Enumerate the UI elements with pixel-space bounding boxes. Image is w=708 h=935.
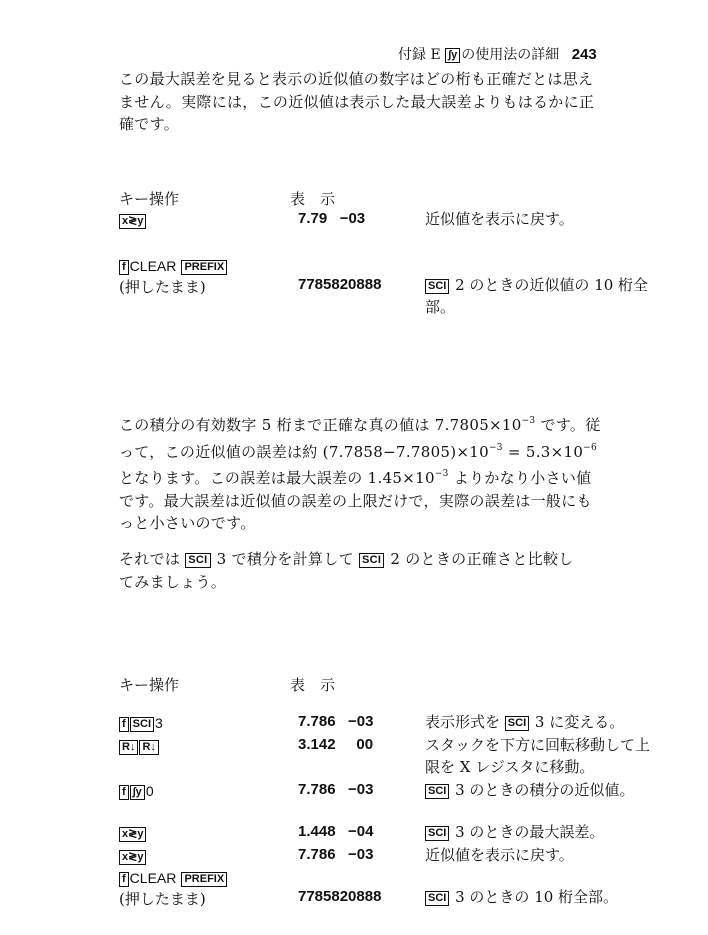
table2-row-keys: [119, 736, 160, 755]
sci-key-icon: SCI: [505, 716, 529, 731]
para-line: です。最大誤差は近似値の誤差の上限だけで，実際の誤差は一般にも: [119, 491, 592, 510]
table2-row-keys: [119, 823, 147, 842]
table1-row-display: 7785820888: [298, 276, 382, 293]
table1-row-desc: 近似値を表示に戻す。: [425, 210, 574, 228]
hold-note: (押したまま): [119, 278, 206, 296]
text: 3 で積分を計算して: [216, 550, 354, 568]
text: です。従: [535, 416, 601, 434]
compare-paragraph: [119, 548, 649, 593]
table1-row-display: 7.79 −03: [298, 210, 366, 227]
sci-key-icon: SCI: [425, 784, 449, 799]
roll-down-key-icon: R↓: [139, 740, 158, 755]
f-key-icon: f: [119, 785, 129, 800]
sci-key-icon: SCI: [359, 553, 384, 568]
x-swap-y-key-icon: x≷y: [119, 827, 146, 842]
intro-line: 確です。: [119, 115, 180, 133]
table2-row-desc: [425, 711, 655, 733]
clear-label: CLEAR: [129, 258, 177, 274]
intro-line: この最大誤差を見ると表示の近似値の数字はどの桁も正確だとは思え: [119, 70, 594, 88]
f-key-icon: f: [119, 872, 129, 887]
table2-row-display: 7785820888: [298, 888, 382, 905]
table2-row-desc: [425, 821, 655, 843]
table2-row-keys: [119, 781, 154, 800]
digit-label: 3: [155, 715, 163, 731]
para-line: [119, 463, 649, 490]
text: 2 のときの正確さと比較し: [390, 550, 574, 568]
table2-heading-keys: キー操作: [119, 676, 180, 694]
text: = 5.3×10: [502, 442, 584, 461]
table2-row-keys: [119, 713, 163, 732]
para-line: [119, 548, 649, 571]
table2-row-display: 7.786 −03: [298, 781, 374, 798]
sci-key-icon: SCI: [185, 553, 210, 568]
text: 3 に変える。: [534, 713, 625, 731]
table2-row-desc: スタックを下方に回転移動して上限を X レジスタに移動。: [425, 736, 651, 776]
table2-row-display: 1.448 −04: [298, 823, 374, 840]
exponent: −6: [583, 442, 598, 453]
exponent: −3: [488, 442, 503, 453]
table1-row-desc: [425, 274, 655, 318]
table2-row-keys: [119, 846, 147, 865]
desc-text: 3 のときの最大誤差。: [455, 823, 605, 841]
table2-heading-display: 表 示: [290, 676, 336, 694]
table2-row-display: 3.142 00: [298, 736, 374, 753]
table2-row-desc: 近似値を表示に戻す。: [425, 846, 574, 864]
intro-paragraph: [119, 68, 649, 136]
hold-note: (押したまま): [119, 890, 206, 908]
f-key-icon: f: [119, 717, 129, 732]
running-header: [398, 44, 597, 64]
table1-heading-keys: キー操作: [119, 190, 180, 208]
integrate-key-icon: ∫y: [445, 48, 460, 63]
sci-key-icon: SCI: [425, 279, 449, 294]
prefix-key-icon: PREFIX: [181, 260, 227, 275]
prefix-key-icon: PREFIX: [181, 872, 227, 887]
table1-row-keys: [119, 210, 147, 229]
table2-row-desc: [425, 886, 665, 908]
sci-key-icon: SCI: [130, 717, 154, 732]
text: それでは: [119, 550, 181, 568]
desc-text: 3 のときの 10 桁全部。: [455, 888, 619, 906]
para-line: [119, 437, 649, 464]
page-number: 243: [571, 46, 597, 63]
integrate-key-icon: ∫y: [130, 785, 145, 800]
para-line: [119, 410, 649, 437]
para-line: てみましょう。: [119, 572, 227, 591]
sci-key-icon: SCI: [425, 891, 449, 906]
table2-row-display: 7.786 −03: [298, 846, 374, 863]
x-swap-y-key-icon: x≷y: [119, 850, 146, 865]
error-paragraph: [119, 410, 649, 535]
x-swap-y-key-icon: x≷y: [119, 214, 146, 229]
header-title: の使用法の詳細: [461, 47, 560, 63]
exponent: −3: [434, 469, 449, 479]
sci-key-icon: SCI: [425, 826, 449, 841]
desc-text: 2 のときの近似値の 10 桁全部。: [425, 276, 649, 316]
intro-line: ません。実際には，この近似値は表示した最大誤差よりもはるかに正: [119, 92, 595, 111]
roll-down-key-icon: R↓: [119, 740, 138, 755]
table1-row-keys: [119, 256, 228, 275]
table2-row-keys: [119, 868, 228, 887]
f-key-icon: f: [119, 260, 129, 275]
para-line: っと小さいのです。: [119, 514, 256, 532]
table2-row-desc: [425, 779, 655, 801]
clear-label: CLEAR: [129, 870, 177, 886]
header-prefix: 付録 E: [398, 47, 441, 63]
text: よりかなり小さい値: [448, 469, 592, 487]
text: この積分の有効数字 5 桁まで正確な真の値は 7.7805×10: [119, 416, 522, 434]
text: となります。この誤差は最大誤差の 1.45×10: [119, 469, 435, 487]
exponent: −3: [521, 416, 536, 426]
text: って，この近似値の誤差は約 (7.7858−7.7805)×10: [119, 442, 489, 461]
table2-row-display: 7.786 −03: [298, 713, 374, 730]
text: 表示形式を: [425, 713, 501, 731]
digit-label: 0: [145, 783, 154, 799]
table1-heading-display: 表 示: [290, 190, 336, 208]
desc-text: 3 のときの積分の近似値。: [455, 781, 635, 799]
